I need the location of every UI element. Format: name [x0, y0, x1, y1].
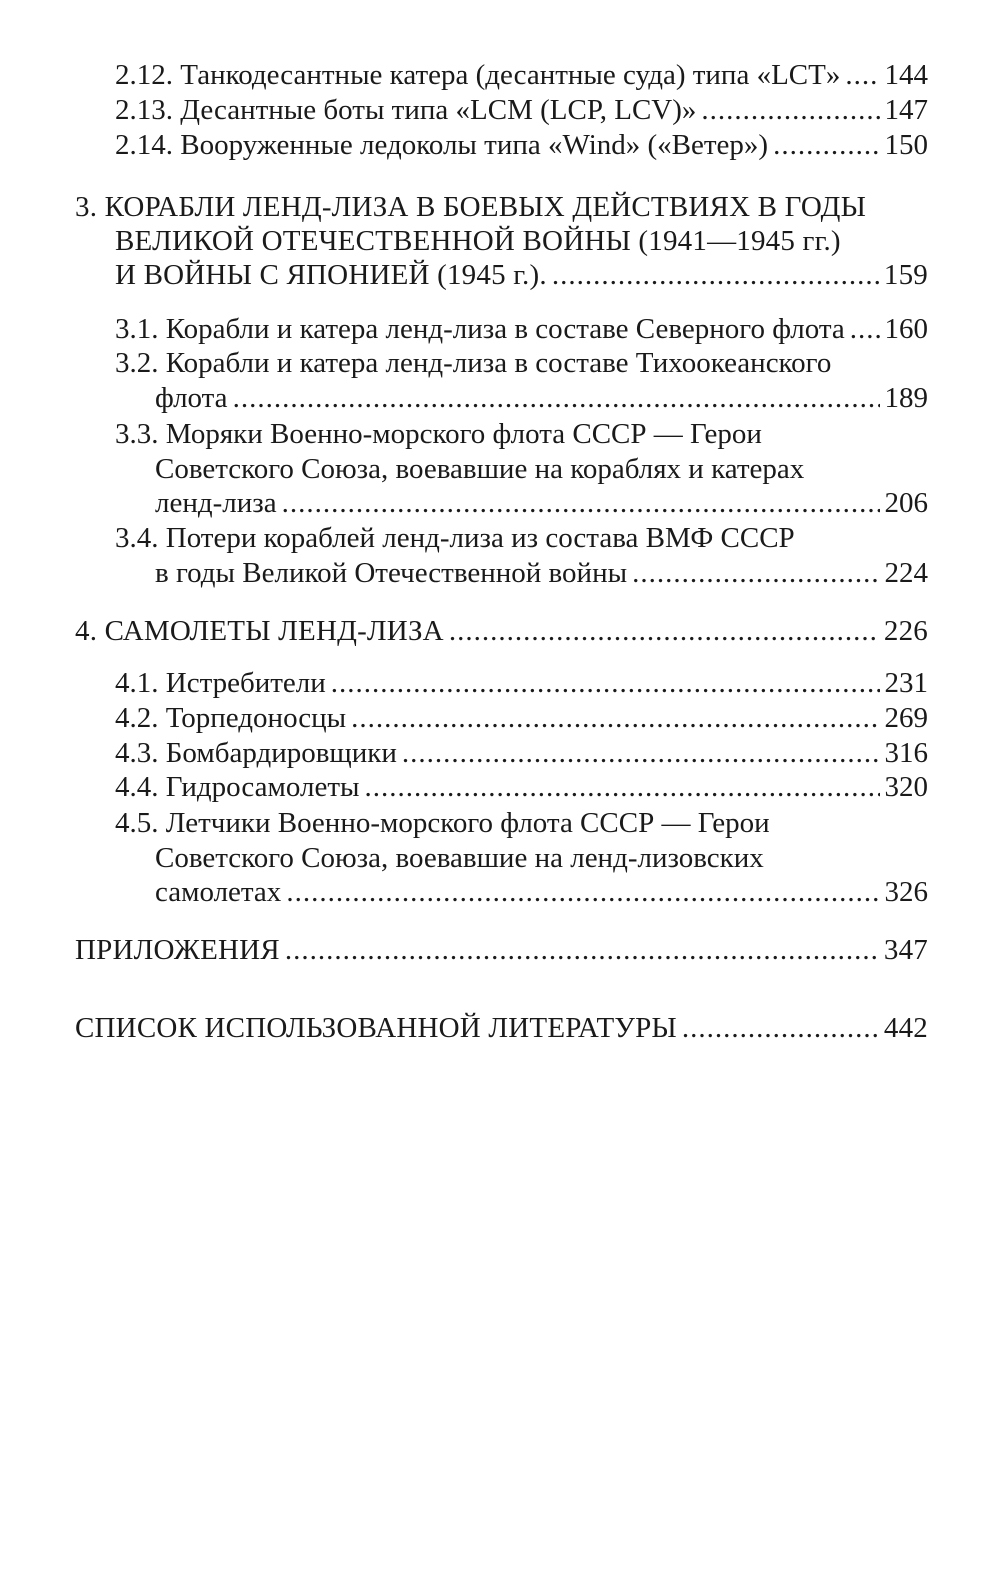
- toc-entry-title: 4.1. Истребители: [115, 667, 326, 699]
- dot-leader: [282, 486, 880, 520]
- toc-page-number: 160: [884, 313, 928, 345]
- toc-page-number: 269: [884, 702, 928, 734]
- toc-entry-title: самолетах: [155, 876, 282, 908]
- toc-entry-title: 4.5. Летчики Военно-морского флота СССР — Герои: [115, 807, 770, 839]
- dot-leader: [402, 736, 880, 770]
- toc-entry-title: 3.1. Корабли и катера ленд-лиза в составе Северного флота: [115, 313, 845, 345]
- dot-leader: [773, 128, 879, 162]
- toc-entry-title: флота: [155, 382, 228, 414]
- toc-entry-title: Советского Союза, воевавшие на ленд-лизовских: [155, 842, 764, 874]
- toc-entry-4-5-line-3: [155, 875, 928, 909]
- dot-leader: [351, 701, 879, 735]
- toc-page-number: 326: [884, 876, 928, 908]
- toc-entry-title: 3.3. Моряки Военно-морского флота СССР — Герои: [115, 418, 762, 450]
- toc-chapter-3-line-1: [75, 190, 928, 224]
- toc-entry-2-14: [115, 128, 928, 162]
- toc-appendices: [75, 933, 928, 967]
- toc-entry-3-2-line-2: [155, 381, 928, 415]
- toc-entry-2-12: [115, 58, 928, 92]
- toc-page-number: 442: [883, 1012, 928, 1044]
- toc-entry-title: 4.4. Гидросамолеты: [115, 771, 360, 803]
- toc-entry-title: 3.2. Корабли и катера ленд-лиза в составе Тихоокеанского: [115, 347, 832, 379]
- toc-page-number: 231: [884, 667, 928, 699]
- dot-leader: [552, 258, 879, 292]
- toc-entry-3-3-line-1: [115, 417, 928, 451]
- toc-entry-title: 2.14. Вооруженные ледоколы типа «Wind» («Ветер»): [115, 129, 769, 161]
- toc-entry-title: 4.3. Бомбардировщики: [115, 737, 397, 769]
- toc-page-number: 226: [883, 615, 928, 647]
- dot-leader: [286, 875, 879, 909]
- toc-chapter-title: 3. КОРАБЛИ ЛЕНД-ЛИЗА В БОЕВЫХ ДЕЙСТВИЯХ В ГОДЫ: [75, 191, 867, 223]
- toc-page-number: 150: [884, 129, 928, 161]
- toc-chapter-title: 4. САМОЛЕТЫ ЛЕНД-ЛИЗА: [75, 615, 444, 647]
- toc-page-number: 320: [884, 771, 928, 803]
- toc-page-number: 144: [884, 59, 928, 91]
- toc-chapter-title: СПИСОК ИСПОЛЬЗОВАННОЙ ЛИТЕРАТУРЫ: [75, 1012, 677, 1044]
- toc-entry-title: 3.4. Потери кораблей ленд-лиза из состава ВМФ СССР: [115, 522, 795, 554]
- toc-entry-3-1: [115, 312, 928, 346]
- toc-chapter-3-line-2: [115, 224, 928, 258]
- toc-page-number: 189: [884, 382, 928, 414]
- toc-entry-3-3-line-2: [155, 452, 928, 486]
- toc-bibliography: [75, 1011, 928, 1045]
- dot-leader: [701, 93, 879, 127]
- toc-chapter-4: [75, 614, 928, 648]
- dot-leader: [632, 556, 879, 590]
- toc-chapter-3-line-3: [115, 258, 928, 292]
- toc-entry-4-3: [115, 736, 928, 770]
- toc-entry-4-5-line-1: [115, 806, 928, 840]
- toc-entry-2-13: [115, 93, 928, 127]
- dot-leader: [364, 770, 879, 804]
- toc-page-number: 316: [884, 737, 928, 769]
- toc-entry-3-3-line-3: [155, 486, 928, 520]
- toc-entry-title: Советского Союза, воевавшие на кораблях и катерах: [155, 453, 805, 485]
- toc-chapter-title: И ВОЙНЫ С ЯПОНИЕЙ (1945 г.).: [115, 259, 547, 291]
- toc-page-number: 206: [884, 487, 928, 519]
- toc-entry-title: 2.13. Десантные боты типа «LCM (LCP, LCV)»: [115, 94, 697, 126]
- dot-leader: [233, 381, 880, 415]
- dot-leader: [845, 58, 879, 92]
- dot-leader: [449, 614, 879, 648]
- toc-entry-3-2-line-1: [115, 346, 928, 380]
- toc-page-number: 347: [883, 934, 928, 966]
- toc-entry-4-2: [115, 701, 928, 735]
- dot-leader: [331, 666, 880, 700]
- toc-chapter-title: ПРИЛОЖЕНИЯ: [75, 934, 280, 966]
- toc-entry-4-4: [115, 770, 928, 804]
- toc-entry-4-5-line-2: [155, 841, 928, 875]
- toc-entry-title: в годы Великой Отечественной войны: [155, 557, 628, 589]
- toc-chapter-title: ВЕЛИКОЙ ОТЕЧЕСТВЕННОЙ ВОЙНЫ (1941—1945 гг.): [115, 225, 841, 257]
- toc-entry-3-4-line-1: [115, 521, 928, 555]
- toc-entry-title: ленд-лиза: [155, 487, 277, 519]
- toc-entry-title: 4.2. Торпедоносцы: [115, 702, 347, 734]
- dot-leader: [682, 1011, 879, 1045]
- toc-entry-3-4-line-2: [155, 556, 928, 590]
- toc-entry-title: 2.12. Танкодесантные катера (десантные суда) типа «LCT»: [115, 59, 841, 91]
- toc-page-number: 224: [884, 557, 928, 589]
- toc-page-number: 147: [884, 94, 928, 126]
- dot-leader: [285, 933, 879, 967]
- toc-entry-4-1: [115, 666, 928, 700]
- dot-leader: [850, 312, 880, 346]
- toc-page-number: 159: [883, 259, 928, 291]
